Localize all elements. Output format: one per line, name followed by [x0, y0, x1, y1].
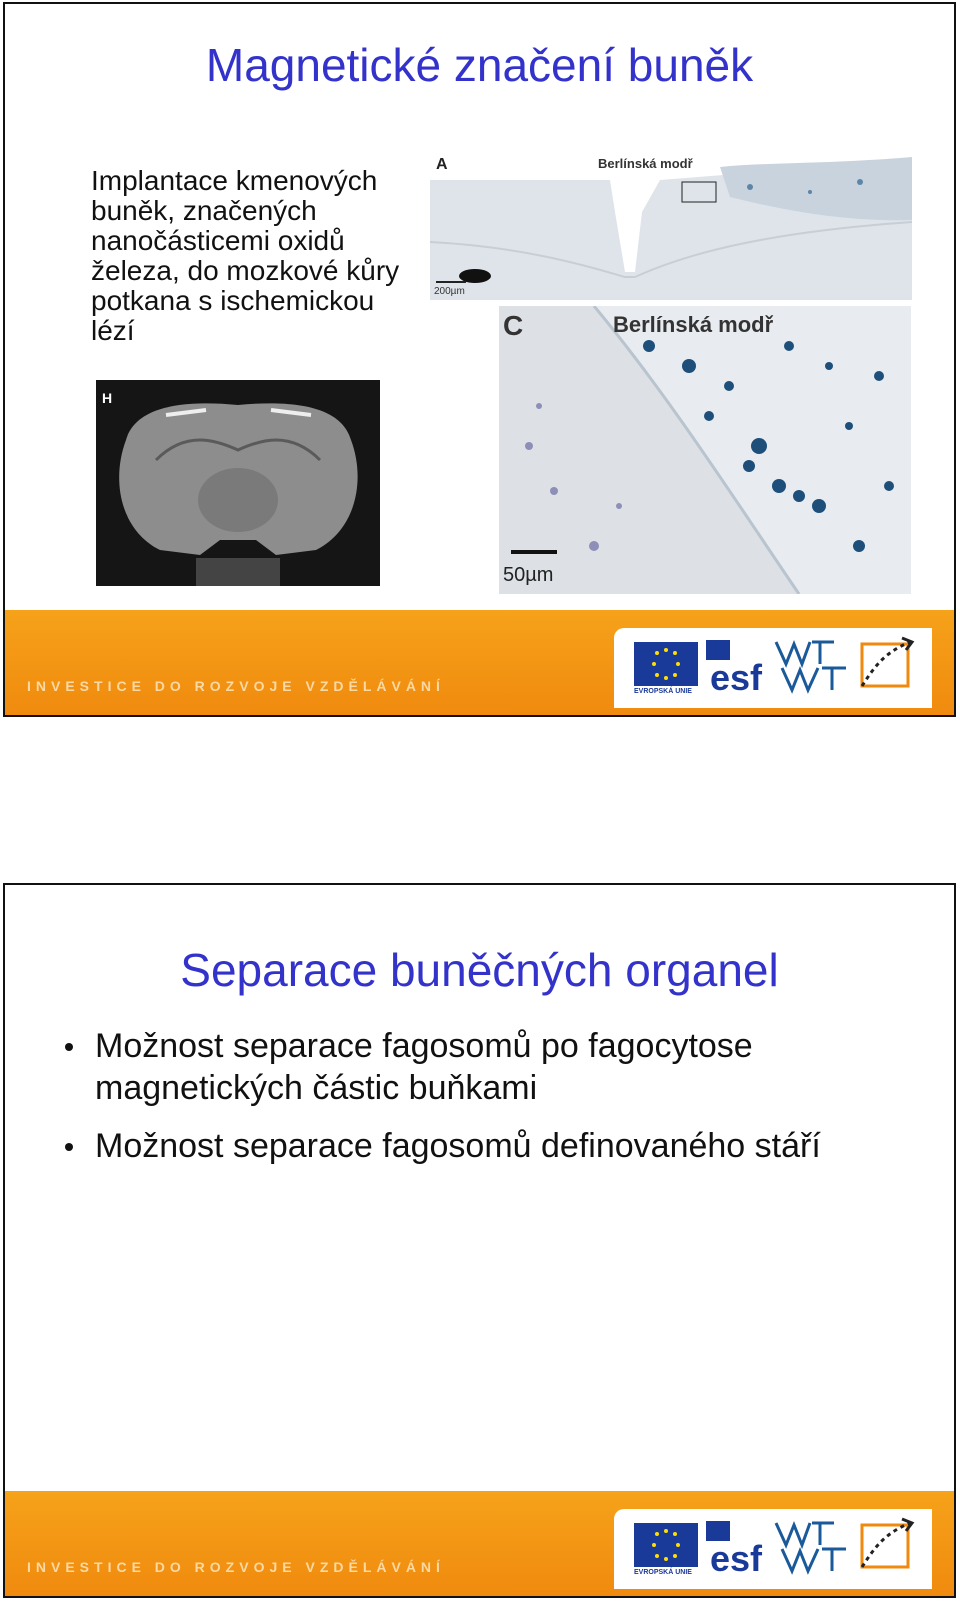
- bullet-text: Možnost separace fagosomů po fagocytose magnetických částic buňkami: [95, 1027, 753, 1107]
- eu-text: EVROPSKÁ UNIE: [634, 1569, 692, 1576]
- figure-c-label: C: [503, 310, 524, 341]
- footer-banner: [5, 610, 954, 715]
- intro-text: Implantace kmenových buněk, značených nanočásticemi oxidů železa, do mozkové kůry potkana s ischemickou lézí: [91, 165, 400, 346]
- bullet-text: Možnost separace fagosomů definovaného stáří: [95, 1127, 821, 1165]
- svg-text:esf: esf: [710, 657, 763, 696]
- list-item: [65, 1125, 925, 1167]
- figure-c-caption: Berlínská modř: [613, 312, 774, 337]
- slide-title: Separace buněčných organel: [180, 944, 779, 996]
- footer-text: INVESTICE DO ROZVOJE VZDĚLÁVÁNÍ: [27, 678, 445, 694]
- bullet-icon: [65, 1043, 73, 1051]
- eu-flag-icon: [634, 1523, 698, 1567]
- figure-a-scale: 200µm: [434, 286, 465, 297]
- figure-a-brain-section: [430, 152, 912, 300]
- footer-banner: [5, 1491, 954, 1596]
- slide-1: [3, 2, 956, 717]
- logos-panel: [614, 628, 932, 708]
- ipn-arrow-logo-icon: [856, 634, 918, 696]
- figure-h-mri: [96, 380, 380, 586]
- figure-h-label: H: [102, 390, 113, 406]
- bullet-list: [65, 1025, 925, 1183]
- svg-text:esf: esf: [710, 1538, 763, 1577]
- esf-logo-icon: [706, 636, 766, 696]
- logos-panel: [614, 1509, 932, 1589]
- figure-c-image: [499, 306, 911, 594]
- eu-text: EVROPSKÁ UNIE: [634, 688, 692, 695]
- figure-a-image: [430, 152, 912, 300]
- figure-h-image: [96, 380, 380, 586]
- slide-2: [3, 883, 956, 1598]
- list-item: [65, 1025, 925, 1109]
- figure-c-microscopy: [499, 306, 911, 594]
- msmt-logo-icon: [772, 1515, 852, 1577]
- esf-logo-icon: [706, 1517, 766, 1577]
- eu-flag-icon: [634, 642, 698, 686]
- ipn-arrow-logo-icon: [856, 1515, 918, 1577]
- msmt-logo-icon: [772, 634, 852, 696]
- footer-text: INVESTICE DO ROZVOJE VZDĚLÁVÁNÍ: [27, 1559, 445, 1575]
- bullet-icon: [65, 1143, 73, 1151]
- figure-c-scale: 50µm: [503, 564, 554, 586]
- figure-a-label: A: [436, 156, 448, 173]
- figure-a-caption: Berlínská modř: [598, 156, 693, 171]
- slide-title: Magnetické značení buněk: [205, 39, 754, 91]
